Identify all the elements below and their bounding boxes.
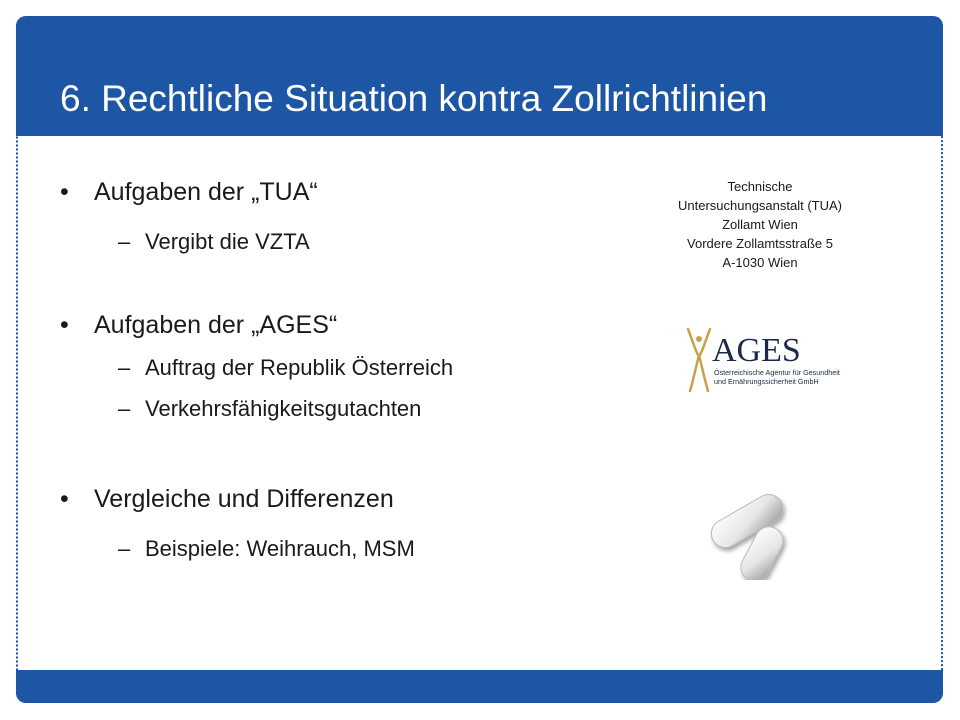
bullet-item — [60, 311, 337, 340]
bullet-text: Aufgaben der „TUA“ — [94, 178, 318, 206]
bullet-text: Vergleiche und Differenzen — [94, 485, 394, 513]
address-line: Untersuchungsanstalt (TUA) — [677, 198, 842, 213]
sub-bullet-text: Verkehrsfähigkeitsgutachten — [145, 396, 422, 421]
bullet-marker: • — [60, 311, 69, 339]
bullet-marker: • — [60, 178, 69, 206]
logo-name: AGES — [712, 332, 801, 369]
sub-bullet-text: Auftrag der Republik Österreich — [145, 355, 454, 380]
sub-bullet-item — [118, 536, 415, 562]
sub-bullet-text: Beispiele: Weihrauch, MSM — [145, 536, 415, 561]
sub-bullet-text: Vergibt die VZTA — [145, 229, 310, 254]
sub-bullet-item — [118, 396, 421, 422]
capsules-icon — [700, 485, 810, 580]
dash-marker: – — [118, 229, 131, 254]
logo-line-2: und Ernährungssicherheit GmbH — [714, 377, 819, 386]
tua-address — [620, 177, 900, 272]
ages-logo-icon — [680, 325, 870, 395]
dash-marker: – — [118, 536, 131, 561]
bullet-list — [60, 0, 620, 720]
dash-marker: – — [118, 396, 131, 421]
logo-line-1: Österreichische Agentur für Gesundheit — [714, 368, 840, 377]
bullet-marker: • — [60, 485, 69, 513]
sub-bullet-item — [118, 229, 310, 255]
bullet-item — [60, 485, 394, 514]
slide-title: 6. Rechtliche Situation kontra Zollrichtlinien — [60, 78, 768, 119]
dash-marker: – — [118, 355, 131, 380]
address-line: Vordere Zollamtsstraße 5 — [687, 236, 833, 251]
sub-bullet-item — [118, 355, 453, 381]
bullet-item — [60, 178, 318, 207]
address-line: A-1030 Wien — [722, 255, 798, 270]
address-line: Technische — [727, 179, 793, 194]
bullet-text: Aufgaben der „AGES“ — [94, 311, 338, 339]
address-line: Zollamt Wien — [722, 217, 798, 232]
